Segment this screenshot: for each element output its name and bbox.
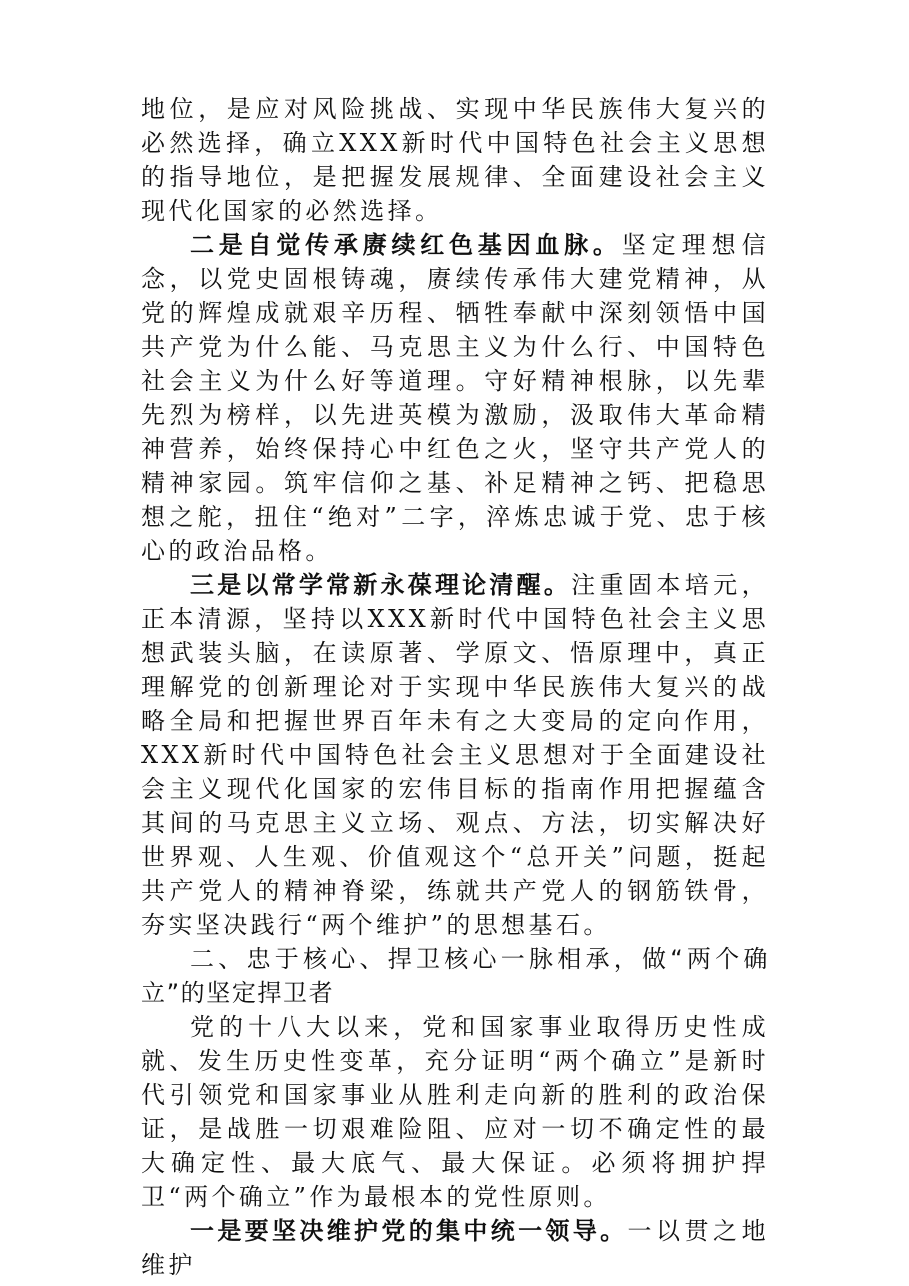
- document-page: [141, 92, 769, 1282]
- paragraph-lead: 三是以常学常新永葆理论清醒。: [190, 571, 572, 599]
- paragraph-text: 地位，是应对风险挑战、实现中华民族伟大复兴的必然选择，确立XXX新时代中国特色社会主义思想的指导地位，是把握发展规律、全面建设社会主义现代化国家的必然选择。: [141, 95, 769, 225]
- paragraph-text: 注重固本培元，正本清源，坚持以XXX新时代中国特色社会主义思想武装头脑，在读原著、学原文、悟原理中，真正理解党的创新理论对于实现中华民族伟大复兴的战略全局和把握世界百年未有之大变局的定向作用，XXX新时代中国特色社会主义思想对于全面建设社会主义现代化国家的宏伟目标的指南作用把握蕴含其间的马克思主义立场、观点、方法，切实解决好世界观、人生观、价值观这个“总开关”问题，挺起共产党人的精神脊梁，练就共产党人的钢筋铁骨，夯实坚决践行“两个维护”的思想基石。: [141, 571, 769, 939]
- paragraph-red-gene: [141, 228, 769, 568]
- paragraph-text: 党的十八大以来，党和国家事业取得历史性成就、发生历史性变革，充分证明“两个确立”是新时代引领党和国家事业从胜利走向新的胜利的政治保证，是战胜一切艰难险阻、应对一切不确定性的最大确定性、最大底气、最大保证。必须将拥护捍卫“两个确立”作为最根本的党性原则。: [141, 1013, 769, 1211]
- paragraph-text: 一以贯之地维护: [141, 1217, 769, 1279]
- paragraph-text: 坚定理想信念，以党史固根铸魂，赓续传承伟大建党精神，从党的辉煌成就艰辛历程、牺牲奉献中深刻领悟中国共产党为什么能、马克思主义为什么行、中国特色社会主义为什么好等道理。守好精神根脉，以先辈先烈为榜样，以先进英模为激励，汲取伟大革命精神营养，始终保持心中红色之火，坚守共产党人的精神家园。筑牢信仰之基、补足精神之钙、把稳思想之舵，扭住“绝对”二字，淬炼忠诚于党、忠于核心的政治品格。: [141, 231, 770, 565]
- paragraph-theory: [141, 568, 769, 942]
- paragraph-lead: 一是要坚决维护党的集中统一领导。: [190, 1217, 628, 1245]
- section-heading: 二、忠于核心、捍卫核心一脉相承，做“两个确立”的坚定捍卫者: [141, 945, 769, 1007]
- paragraph-two-establishments: [141, 1010, 769, 1214]
- paragraph-lead: 二是自觉传承赓续红色基因血脉。: [190, 231, 622, 259]
- paragraph-continuation: [141, 92, 769, 228]
- paragraph-leadership: [141, 1214, 769, 1282]
